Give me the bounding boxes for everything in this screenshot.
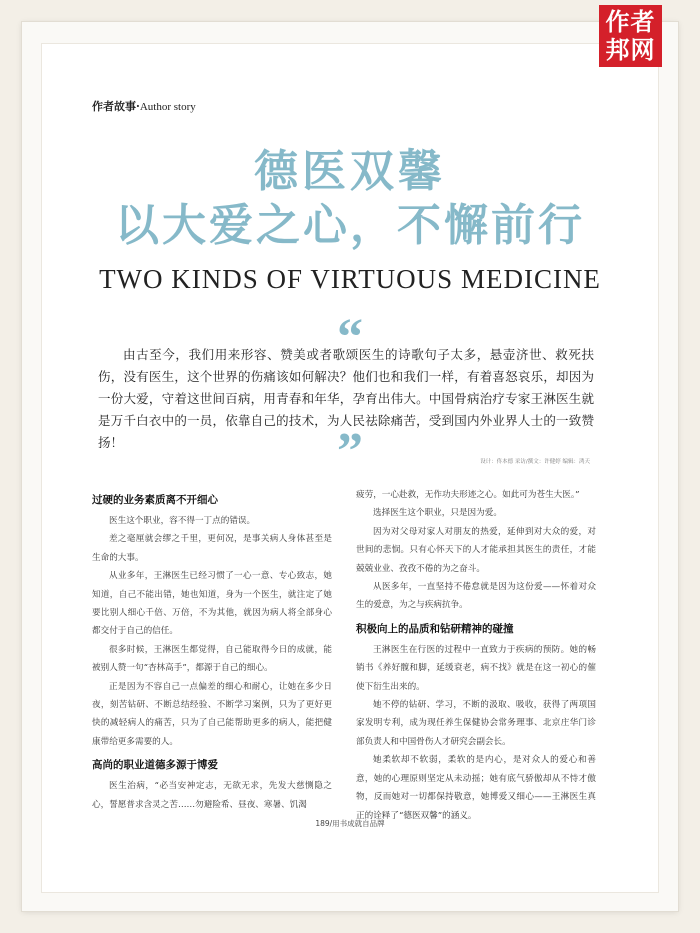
heading-detail-care: 过硬的业务素质离不开细心 — [92, 494, 218, 506]
page-footer: 189/用书成就自品牌 — [315, 819, 385, 828]
paragraph: 选择医生这个职业，只是因为爱。 — [373, 508, 502, 519]
paragraph: 她不停的钻研、学习，不断的汲取、吸收，获得了两项国家发明专利，成为现任养生保健协会常务理事、北京庄华门诊部负责人和中国骨伤人才研究会副会长。 — [356, 700, 596, 747]
page-title-english: TWO KINDS OF VIRTUOUS MEDICINE — [99, 264, 601, 294]
section-tag-separator: · — [136, 100, 140, 113]
brand-logo[interactable] — [599, 5, 662, 67]
paragraph: 疲劳，一心赴救，无作功夫形迹之心。如此可为苍生大医。” — [356, 490, 580, 500]
intro-paragraph: 由古至今，我们用来形容、赞美或者歌颂医生的诗歌句子太多，悬壶济世、救死扶伤，没有医生，这个世界的伤痛该如何解决？他们也和我们一样，有着喜怒哀乐，却因为一份大爱，守着这世间百病，用青春和年华，孕育出伟大。中国骨病治疗专家王淋医生就是万千白衣中的一员，依靠自己的技术，为人民祛除痛苦，受到国内外业界人士的一致赞扬！ — [98, 347, 594, 450]
left-column — [92, 486, 332, 814]
credits-line: 设计：佟本德 采访/撰文：许健婷 编辑：鸿天 — [480, 459, 590, 465]
paragraph: 王淋医生在行医的过程中一直致力于疾病的预防。她的畅销书《养好髋和脚，延缓衰老，病不找》就是在这一初心的催使下衍生出来的。 — [356, 644, 596, 692]
heading-research-spirit: 积极向上的品质和钻研精神的碰撞 — [356, 622, 514, 635]
paragraph: 很多时候，王淋医生都觉得，自己能取得今日的成就，能被别人赞一句“杏林高手”，都源于自己的细心。 — [92, 644, 332, 674]
paragraph: 她柔软却不软弱，柔软的是内心，是对众人的爱心和善意，她的心理原则坚定从未动摇；她有底气骄傲却从不恃才傲物，反而她对一切都保持敬意，她博爱又细心——王淋医生真正的诠释了“德医双馨”的涵义。 — [356, 755, 596, 821]
section-tag-cn: 作者故事 — [92, 100, 136, 113]
open-quote-mark: “ — [337, 309, 363, 366]
paragraph: 从业多年，王淋医生已经习惯了一心一意、专心致志，她知道，自己不能出错，她也知道，身为一个医生，就注定了她要比别人细心千倍、万倍，不为其他，就因为病人将全部身心都交付于自己的信任。 — [92, 571, 332, 637]
paragraph: 医生治病，“必当安神定志，无欲无求，先发大慈恻隐之心，誓愿普求含灵之苦……勿避险希、昼夜、寒暑、饥渴 — [92, 781, 332, 810]
paragraph: 从医多年，一直坚持不倦怠就是因为这份爱——怀着对众生的爱意，为之与疾病抗争。 — [356, 582, 596, 611]
close-quote-mark: ” — [337, 423, 363, 480]
section-tag-en: Author story — [139, 101, 196, 113]
right-column — [356, 486, 596, 825]
page-title-line1: 德医双馨 — [254, 146, 446, 197]
paragraph: 医生这个职业，容不得一丁点的错误。 — [109, 516, 256, 526]
paragraph: 正是因为不容自己一点偏差的细心和耐心，让她在多少日夜，刻苦钻研、不断总结经验、不断学习案例，只为了更好更快的减轻病人的痛苦，只为了自己能帮助更多的病人，能把健康带给更多需要的人。 — [92, 681, 332, 747]
paragraph: 因为对父母对家人对朋友的热爱，延伸到对大众的爱，对世间的悲悯。只有心怀天下的人才能承担其医生的责任，才能兢兢业业、孜孜不倦的为之奋斗。 — [356, 526, 596, 574]
brand-logo-line1: 作者 — [605, 8, 656, 36]
page-title-line2: 以大爱之心，不懈前行 — [115, 200, 585, 251]
heading-ethics: 高尚的职业道德多源于博爱 — [92, 759, 218, 772]
section-tag — [92, 98, 196, 114]
brand-logo-line2: 邦网 — [605, 36, 656, 64]
paragraph: 差之毫厘就会缪之千里，更何况，是事关病人身体甚至是生命的大事。 — [92, 534, 332, 563]
